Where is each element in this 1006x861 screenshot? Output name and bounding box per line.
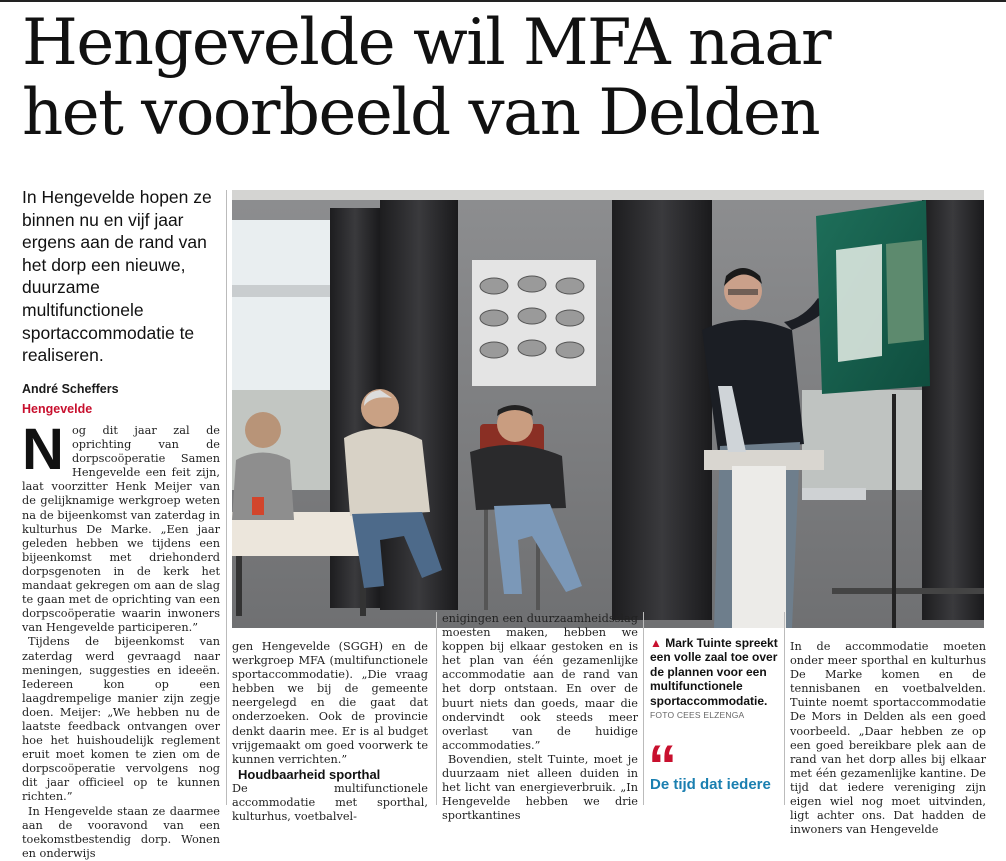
paragraph: De multifunctionele accommodatie met sporthal, kulturhus, voetbalvel- xyxy=(232,781,428,824)
dateline-place: Hengevelde xyxy=(22,402,93,416)
column-rule xyxy=(226,190,227,805)
top-rule xyxy=(0,0,1006,2)
headline-line-2: het voorbeeld van Delden xyxy=(22,76,820,150)
pull-quote: De tijd dat iedere xyxy=(650,776,771,793)
drop-cap: N xyxy=(22,417,64,482)
article-column-3 xyxy=(442,612,638,823)
intro-text: In Hengevelde hopen ze binnen nu en vijf jaar ergens aan de rand van het dorp een nieuwe, duurzame multifunctionele sportaccommodatie te realiseren. xyxy=(22,187,212,366)
headline xyxy=(22,8,982,148)
subheading: Houdbaarheid sporthal xyxy=(238,766,381,782)
headline-line-1: Hengevelde wil MFA naar xyxy=(22,6,831,80)
photo-credit: FOTO CEES ELZENGA xyxy=(650,710,745,720)
column-rule xyxy=(643,612,644,805)
paragraph: og dit jaar zal de oprichting van de dorpscoöperatie Samen Hengevelde een feit zijn, laat voorzitter Henk Meijer van de gelijknamige werkgroep weten na de bijeenkomst van zaterdag in kulturhus De Marke. „Een jaar geleden hebben we tijdens een bijeenkomst met driehonderd dorpsgenoten in de kerk het mandaat gekregen om aan de slag te gaan met de oprichting van een dorpscoöperatie waarin inwoners van Hengevelde participeren.” xyxy=(22,424,220,635)
caption-text: Mark Tuinte spreekt een volle zaal toe over de plannen voor een multifunctionele sportaccommodatie. xyxy=(650,636,778,708)
paragraph: enigingen een duurzaamheidsslag moesten maken, hebben we koppen bij elkaar gestoken en is het plan van één gezamenlijke accommodatie aan de rand van het dorp ontstaan. En over de buurt niets dan goeds, maar die ondervindt ook steeds meer overlast van de huidige accommodaties.” xyxy=(442,612,639,752)
photo-illustration xyxy=(232,190,984,628)
caption-triangle-icon: ▲ xyxy=(650,636,662,650)
column-rule xyxy=(436,612,437,805)
article-column-2 xyxy=(232,640,428,824)
article-photo xyxy=(232,190,984,628)
article-column-1 xyxy=(22,417,220,861)
photo-caption xyxy=(650,636,780,708)
paragraph: Bovendien, stelt Tuinte, moet je duurzaam niet alleen duiden in het licht van energieverbruik. „In Hengevelde hebben we drie sportkantines xyxy=(442,752,638,823)
paragraph: Tijdens de bijeenkomst van zaterdag werd gevraagd naar meningen, suggesties en ideeën. Iedereen kon op een laagdrempelige manier zijn zegje doen. Meijer: „We hebben nu de laatste feedback ontvangen over hoe het huishoudelijk reglement eruit moet komen te zien om de dorpscoöperatie vervolgens nog dit jaar officieel op te kunnen richten.” xyxy=(22,635,220,804)
article-column-5 xyxy=(790,640,986,837)
paragraph: In Hengevelde staan ze daarmee aan de vooravond van een toekomstbestendig dorp. Wonen en onderwijs xyxy=(22,804,220,860)
author-name: André Scheffers xyxy=(22,382,119,396)
paragraph: gen Hengevelde (SGGH) en de werkgroep MFA (multifunctionele sportaccommodatie). „Die vraag hebben we bij de gemeente neergelegd en die gaat dat onderzoeken. Ook de provincie denkt daarin mee. Er is al budget vrijgemaakt om goed voorwerk te kunnen verrichten.” xyxy=(232,640,428,766)
quote-mark-icon: “ xyxy=(648,734,671,799)
paragraph: In de accommodatie moeten onder meer sporthal en kulturhus De Marke komen en de tennisbanen en voetbalvelden. Tuinte noemt sportaccommodatie De Mors in Delden als een goed voorbeeld. „Daar hebben ze op een goed bereikbare plek aan de rand van het dorp alles bij elkaar met één gezamenlijke kantine. De tijd dat iedere vereniging zijn eigen wiel nog moet uitvinden, ligt achter ons. Dat hadden de inwoners van Hengevelde xyxy=(790,640,986,837)
